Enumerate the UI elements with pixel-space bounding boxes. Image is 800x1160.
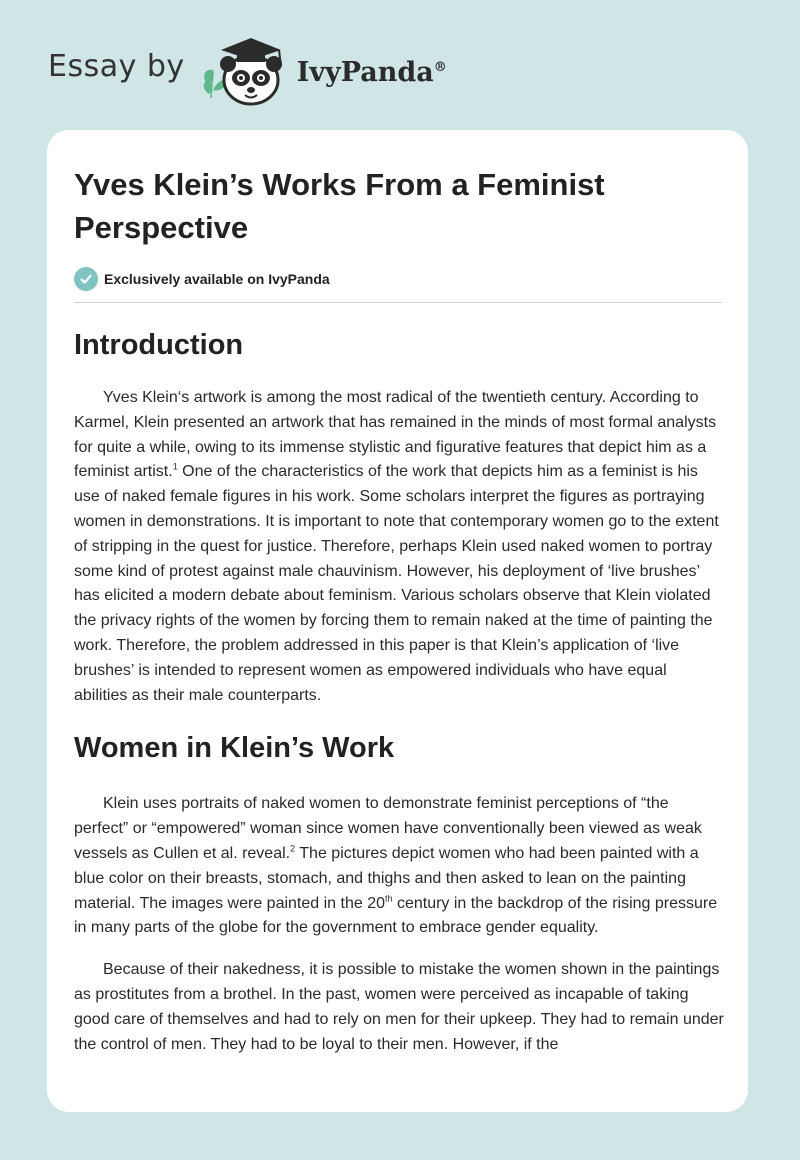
essay-title: Yves Klein’s Works From a Feminist Perspective bbox=[74, 167, 605, 245]
brand-name[interactable]: IvyPanda® bbox=[296, 56, 447, 88]
exclusive-badge bbox=[74, 266, 721, 292]
footnote-marker[interactable]: 1 bbox=[172, 462, 178, 473]
paragraph: Yves Klein‘s artwork is among the most radical of the twentieth century. According to Karmel, Klein presented an artwork that has remained in the minds of most formal analysts for quite a while, owing to its immense stylistic and figurative features that depict him as a feminist artist.$^1$ One of the characteristics of the work that depicts him as a feminist is his use of naked female figures in his work. Some scholars interpret the figures as portraying women in demonstrations. It is important to note that contemporary women go to the extent of stripping in the quest for justice. Therefore, perhaps Klein used naked women to portray some kind of protest against male chauvinism. However, his deployment of ‘live brushes’ has elicited a modern debate about feminism. Various scholars observe that Klein violated the privacy rights of the women by forcing them to remain naked at the time of painting the work. Therefore, the problem addressed in this paper is that Klein’s application of ‘live brushes’ is intended to represent women as empowered individuals who have equal abilities as their male counterparts. bbox=[74, 389, 719, 704]
exclusive-label: Exclusively available on IvyPanda bbox=[104, 271, 330, 287]
site-header bbox=[48, 30, 447, 110]
brand-prefix: Essay by bbox=[48, 48, 185, 84]
section-heading-women-in-kleins-work: Women in Klein’s Work bbox=[74, 732, 395, 765]
check-circle-icon bbox=[74, 267, 98, 291]
divider bbox=[74, 302, 722, 303]
ordinal-suffix: th bbox=[385, 893, 393, 904]
paragraph: Klein uses portraits of naked women to demonstrate feminist perceptions of “the perfect” or “empowered” woman since women have conventionally been viewed as weak vessels as Cullen et al. reveal.$^2$ The pictures depict women who had been painted with a blue color on their breasts, stomach, and thighs and then asked to lean on the painting material. The images were painted in the 20th century in the backdrop of the rising pressure in many parts of the globe for the government to embrace gender equality. bbox=[74, 795, 718, 937]
footnote-marker[interactable]: 2 bbox=[290, 843, 296, 854]
panda-graduate-icon[interactable] bbox=[199, 32, 291, 108]
essay-card bbox=[47, 130, 748, 1112]
section-heading-introduction: Introduction bbox=[74, 329, 244, 361]
paragraph: Because of their nakedness, it is possible to mistake the women shown in the paintings as prostitutes from a brothel. In the past, women were perceived as incapable of taking good care of themselves and had to rely on men for their upkeep. They had to remain under the control of men. They had to be loyal to their men. However, if the bbox=[74, 961, 724, 1053]
